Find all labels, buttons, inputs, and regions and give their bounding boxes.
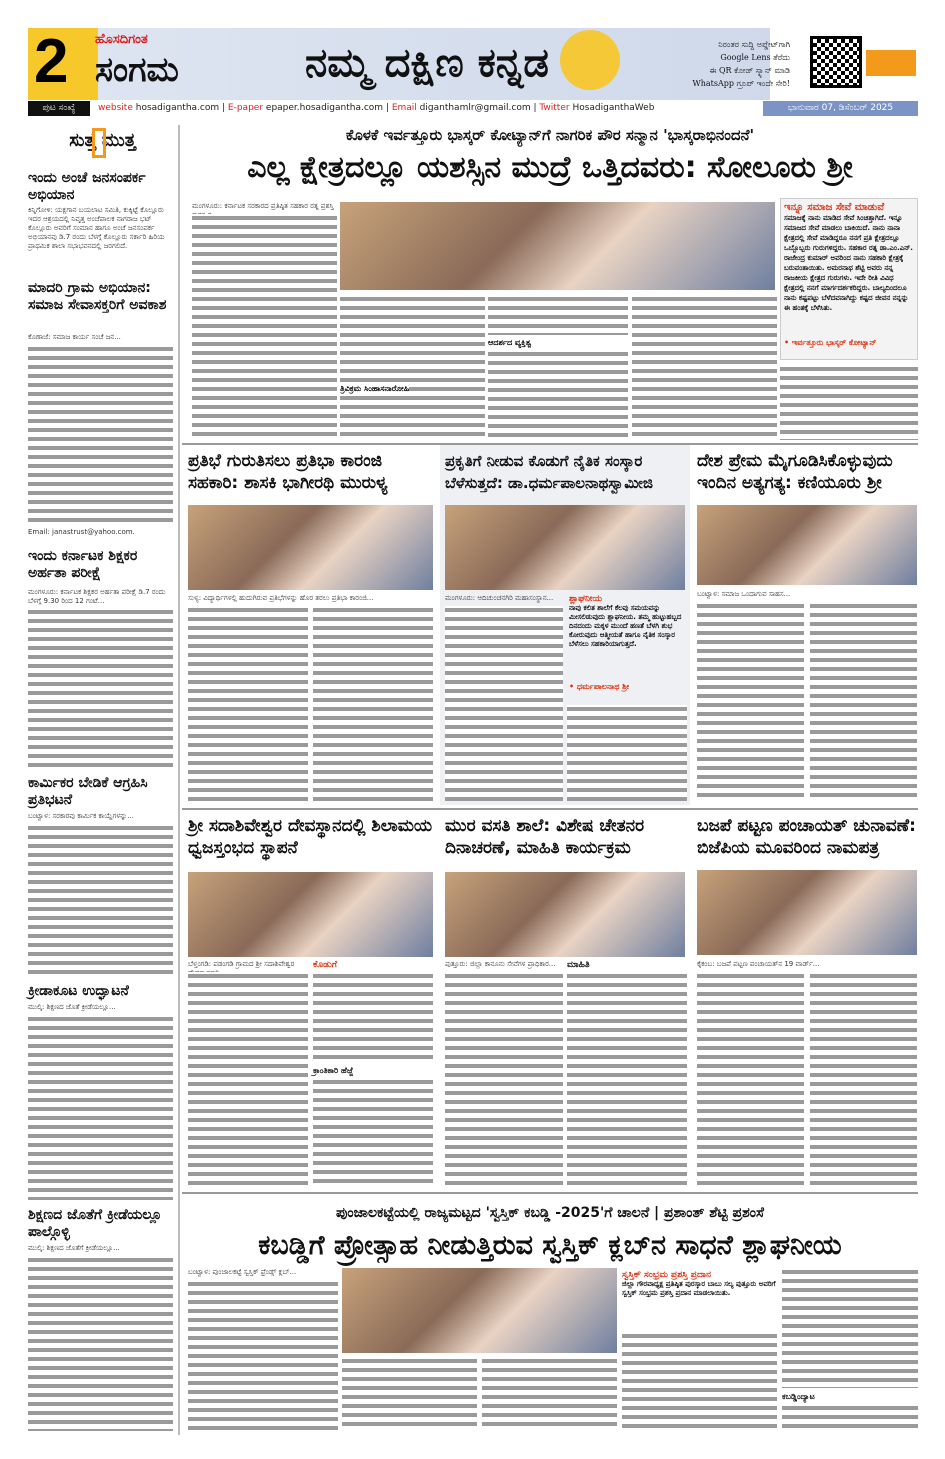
- qr-line: ನಿರಂತರ ಸುದ್ದಿ ಅಪ್ಡೇಟ್‌ಗಾಗಿ: [718, 40, 790, 49]
- story-lead: ಮಂಗಳೂರು: ಆದಿಚುಂಚನಗಿರಿ ಮಹಾಸಂಸ್ಥಾನ...: [445, 594, 554, 602]
- story-lead: ಪುತ್ತೂರು: ಜಿಲ್ಲಾ ಕಾನೂನು ಸೇವೆಗಳ ಪ್ರಾಧಿಕಾರ...: [445, 960, 556, 968]
- email-label: Email: [391, 103, 417, 113]
- left-headline: ಶಿಕ್ಷಣದ ಜೊತೆಗೆ ಕ್ರೀಡೆಯಲ್ಲೂ ಪಾಲ್ಗೊಳ್ಳಿ: [28, 1207, 162, 1240]
- story-lead: ಕೈಕಂಬ: ಬಜಪೆ ಪಟ್ಟಣ ಪಂಚಾಯತ್‌ನ 19 ವಾರ್ಡ್...: [697, 960, 820, 968]
- page-label: ಪುಟ ಸಂಖ್ಯೆ: [28, 101, 90, 116]
- left-body-text: [28, 1256, 173, 1431]
- story-photo: [445, 505, 685, 590]
- sidebar-credit: • ಇರ್ವತ್ತೂರು ಭಾಸ್ಕರ್ ಕೋಟ್ಯಾನ್: [784, 338, 877, 347]
- bottom-kicker: ಪುಂಜಾಲಕಟ್ಟೆಯಲ್ಲಿ ರಾಜ್ಯಮಟ್ಟದ 'ಸ್ವಸ್ತಿಕ್ ಕಬಡ್ಡಿ -2025'ಗೆ ಚಾಲನೆ | ಪ್ರಶಾಂತ್ ಶೆಟ್ಟಿ ಪ್ರಶಂಸೆ: [336, 1205, 764, 1221]
- door-icon: [92, 128, 106, 158]
- info-bar: [28, 101, 918, 116]
- brand-logo: ಹೊಸದಿಗಂತ: [95, 32, 148, 47]
- top-body-text: [340, 295, 485, 440]
- top-body-text: [780, 365, 918, 440]
- suttamutta-logo: ಸುತ್ತ ಮುತ್ತ: [69, 130, 136, 151]
- story-body-text: [342, 1357, 477, 1430]
- divider: [182, 1192, 918, 1194]
- top-body-text: [192, 214, 337, 439]
- story-lead: ಬಂಟ್ವಾಳ: ಪುಂಜಾಲಕಟ್ಟೆ ಸ್ವಸ್ತಿಕ್ ಫ್ರೆಂಡ್ಸ್ ಕ್ಲಬ್...: [188, 1268, 297, 1276]
- story-photo: [188, 872, 433, 957]
- story-body-text: [810, 972, 917, 1187]
- story-body-text: [567, 972, 687, 1187]
- top-body-text: [488, 295, 628, 335]
- quote-credit: • ಧರ್ಮಪಾಲನಾಥ ಶ್ರೀ: [569, 682, 630, 691]
- sidebar-title: ಇನ್ನೂ ಸಮಾಜ ಸೇವೆ ಮಾಡುವೆ: [784, 202, 885, 213]
- story-body-text: [313, 972, 433, 1062]
- left-headline: ಕಾರ್ಮಿಕರ ಬೇಡಿಕೆ ಆಗ್ರಹಿಸಿ ಪ್ರತಿಭಟನೆ: [28, 775, 148, 808]
- story-body-text: [445, 972, 563, 1187]
- twitter-label: Twitter: [539, 103, 570, 113]
- award-box: [622, 1270, 777, 1328]
- section-title: ಸಂಗಮ: [95, 50, 179, 90]
- quote-title: ಶ್ಲಾಘನೀಯ: [569, 594, 603, 604]
- contact-links: website hosadigantha.com | E-paper epaper.hosadigantha.com | Email diganthamlr@gmail.com | Twitter HosadiganthaWeb: [98, 103, 655, 113]
- top-subhead: ಆದರ್ಶದ ವ್ಯಕ್ತಿತ್ವ: [488, 338, 532, 347]
- left-body-text: [28, 608, 173, 768]
- story-headline: ಬಜಪೆ ಪಟ್ಟಣ ಪಂಚಾಯತ್ ಚುನಾವಣೆ: ಬಿಜೆಪಿಯ ಮೂವರಿಂದ ನಾಮಪತ್ರ: [697, 816, 916, 858]
- story-lead: ಸುಳ್ಯ: ವಿದ್ಯಾರ್ಥಿಗಳಲ್ಲಿ ಹುದುಗಿರುವ ಪ್ರತಿಭೆಗಳನ್ನು ಹೊರ ತರಲು ಪ್ರತಿಭಾ ಕಾರಂಜಿ...: [188, 594, 374, 602]
- left-body-text: [28, 824, 173, 974]
- top-body-text: [632, 295, 777, 440]
- page-number: 2: [34, 27, 69, 96]
- story-body-text: [782, 1404, 918, 1430]
- award-title: ಸ್ವಸ್ತಿಕ್ ಸಂಭ್ರಮ ಪ್ರಶಸ್ತಿ ಪ್ರದಾನ: [622, 1270, 711, 1280]
- issue-date: ಭಾನುವಾರ 07, ಡಿಸೆಂಬರ್ 2025: [763, 101, 918, 116]
- top-story-photo: [340, 202, 775, 290]
- orange-block: [866, 50, 916, 76]
- qr-line: WhatsApp ಗ್ರೂಪ್ ಇಂದೇ ಸೇರಿ!: [692, 79, 790, 88]
- top-headline: ಎಲ್ಲ ಕ್ಷೇತ್ರದಲ್ಲೂ ಯಶಸ್ಸಿನ ಮುದ್ರೆ ಒತ್ತಿದವರು: ಸೋಲೂರು ಶ್ರೀ: [247, 150, 853, 185]
- top-sidebar: [780, 198, 918, 360]
- qr-line: Google Lens ತೆರೆದು: [720, 53, 790, 62]
- bottom-headline: ಕಬಡ್ಡಿಗೆ ಪ್ರೋತ್ಸಾಹ ನೀಡುತ್ತಿರುವ ಸ್ವಸ್ತಿಕ್ ಕ್ಲಬ್‌ನ ಸಾಧನೆ ಶ್ಲಾಘನೀಯ: [258, 1230, 842, 1261]
- left-body: ಮುಲ್ಕಿ: ಶಿಕ್ಷಣದ ಜೊತೆ ಕ್ರೀಡೆಯಲ್ಲೂ...: [28, 1003, 116, 1011]
- story-body-text: [782, 1268, 918, 1388]
- story-photo: [697, 505, 917, 585]
- story-photo: [445, 872, 685, 957]
- left-headline: ಇಂದು ಕರ್ನಾಟಕ ಶಿಕ್ಷಕರ ಅರ್ಹತಾ ಪರೀಕ್ಷೆ: [28, 548, 138, 581]
- website-link[interactable]: hosadigantha.com: [135, 103, 220, 113]
- email-line: Email: janastrust@yahoo.com.: [28, 528, 135, 536]
- left-headline: ಮಾದರಿ ಗ್ರಾಮ ಅಭಿಯಾನ: ಸಮಾಜ ಸೇವಾಸಕ್ತರಿಗೆ ಅವಕಾಶ: [28, 280, 167, 313]
- story-lead: ಬಂಟ್ವಾಳ: ಸಮಾಜ ಒಂದಾಗುವ ಸಾಹಸ...: [697, 590, 791, 598]
- left-body-text: [28, 1015, 173, 1200]
- story-body-text: [697, 602, 804, 802]
- left-headline: ಇಂದು ಅಂಚೆ ಜನಸಂಪರ್ಕ ಅಭಿಯಾನ: [28, 170, 146, 203]
- story-body-text: [567, 705, 687, 801]
- story-headline: ಶ್ರೀ ಸದಾಶಿವೇಶ್ವರ ದೇವಸ್ಥಾನದಲ್ಲಿ ಶಿಲಾಮಯ ಧ್ವಜಸ್ತಂಭದ ಸ್ಥಾಪನೆ: [188, 816, 433, 858]
- top-kicker: ಕೊಳಕೆ ಇರ್ವತ್ತೂರು ಭಾಸ್ಕರ್ ಕೋಟ್ಯಾನ್‌ಗೆ ನಾಗರಿಕ ಪೌರ ಸನ್ಮಾನ 'ಭಾಸ್ಕರಾಭಿನಂದನೆ': [345, 126, 755, 144]
- epaper-link[interactable]: epaper.hosadigantha.com: [265, 103, 384, 113]
- qr-instructions: [630, 38, 790, 90]
- story-body-text: [482, 1357, 617, 1430]
- column-divider: [178, 125, 180, 1435]
- page-title: ನಮ್ಮ ದಕ್ಷಿಣ ಕನ್ನಡ: [305, 40, 549, 86]
- story-subhead: ಮಾಹಿತಿ: [567, 960, 590, 970]
- twitter-link[interactable]: HosadiganthaWeb: [572, 103, 655, 113]
- story-body-text: [313, 1078, 433, 1188]
- epaper-label: E-paper: [227, 103, 264, 113]
- story-body-text: [445, 606, 563, 801]
- quote-text: ನಾವು ಕಲಿತ ಶಾಲೆಗೆ ಕೆಲವು ಸಮಯವನ್ನು ಮೀಸಲಿಡುವುದು ಶ್ಲಾಘನೀಯ. ತಮ್ಮ ಹುಟ್ಟುಹಬ್ಬದ ದಿನದಂದು ಮಕ್ಕಳ ಮುಂದೆ ಹಣತೆ ಬೆಳಗಿ ಶುಭ ಕೋರುವುದು ಆತ್ಮೀಯತೆ ಹಾಗೂ ನೈತಿಕ ಸಂಸ್ಕಾರ ಬೆಳೆಸಲು ಸಹಕಾರಿಯಾಗುತ್ತದೆ.: [569, 604, 682, 648]
- email-link[interactable]: diganthamlr@gmail.com: [419, 103, 531, 113]
- story-body-text: [188, 972, 308, 1187]
- story-lead: ಬೆಳ್ತಂಗಡಿ: ಪಡಂಗಡಿ ಗ್ರಾಮದ ಶ್ರೀ ಸದಾಶಿವೇಶ್ವರ: [188, 960, 295, 968]
- story-body-text: [622, 1332, 777, 1430]
- story-photo: [697, 870, 917, 955]
- qr-code[interactable]: [810, 36, 862, 88]
- story-body-text: [313, 606, 433, 801]
- sun-graphic: [560, 30, 620, 90]
- story-headline: ಮುರ ವಸತಿ ಶಾಲೆ: ವಿಶೇಷ ಚೇತನರ ದಿನಾಚರಣೆ, ಮಾಹಿತಿ ಕಾರ್ಯಕ್ರಮ: [445, 816, 645, 858]
- left-body: ಮುಲ್ಕಿ: ಶಿಕ್ಷಣದ ಜೊತೆಗೆ ಕ್ರೀಡೆಯಲ್ಲೂ...: [28, 1244, 120, 1252]
- story-body-text: [188, 606, 308, 801]
- left-body: ಬಂಟ್ವಾಳ: ಸರಕಾರವು ಕಾರ್ಮಿಕ ಕಾಯ್ದೆಗಳನ್ನು...: [28, 812, 134, 820]
- left-headline: ಕ್ರೀಡಾಕೂಟ ಉದ್ಘಾಟನೆ: [28, 983, 129, 999]
- story-body-text: [697, 972, 804, 1187]
- qr-line: ಈ QR ಕೋಡ್ ಸ್ಕ್ಯಾನ್ ಮಾಡಿ: [709, 66, 790, 75]
- award-text: ಜಿಲ್ಲಾ ಗೌರವಾಧ್ಯಕ್ಷ ಪ್ರತಿಷ್ಠಿತ ಪುರಸ್ಕಾರ ಬಾಬು ಸಲ್ಯ ಪುತ್ತೂರು ಅವರಿಗೆ ಸ್ವಸ್ತಿಕ್ ಸಂಭ್ರಮ ಪ್ರಶಸ್ತಿ ಪ್ರದಾನ ಮಾಡಲಾಯಿತು.: [622, 1280, 776, 1297]
- top-lead: ಮಂಗಳೂರು: ಕರ್ನಾಟಕ ಸರಕಾರದ ಪ್ರತಿಷ್ಠಿತ ಸಹಕಾರ ರತ್ನ ಪ್ರಶಸ್ತಿ: [192, 202, 334, 210]
- story-body-text: [188, 1280, 338, 1430]
- story-subhead: ಕ್ರಾಂತಿಕಾರಿ ಹೆಜ್ಜೆ: [313, 1066, 354, 1075]
- left-body: ಕೊಣಾಜೆ: ಸಮಾಜ ಕಾರ್ಯ ಸಂಚೆ ಜನ...: [28, 333, 121, 341]
- story-subhead: ಕೊಡುಗೆ: [313, 960, 337, 970]
- divider: [182, 808, 918, 810]
- top-body-text: [488, 350, 628, 440]
- left-body: ಮಂಗಳೂರು: ಕರ್ನಾಟಕ ಶಿಕ್ಷಕರ ಅರ್ಹತಾ ಪರೀಕ್ಷೆ ಡಿ.7 ರಂದು ಬೆಳಗ್ಗೆ 9.30 ರಿಂದ 12 ಗಂಟೆ...: [28, 588, 166, 605]
- story-body-text: [810, 602, 917, 802]
- story-subhead: ಕಬಡ್ಡಿಂದ್ಯಾಟ: [782, 1392, 815, 1401]
- story-photo: [188, 505, 433, 590]
- sidebar-text: ಸಮಾಜಕ್ಕೆ ನಾನು ಮಾಡಿದ ಸೇವೆ ಸಿಂಚಿತ್ತಾಗಿದೆ. ಇನ್ನೂ ಸಮಾಜದ ಸೇವೆ ಮಾಡಲು ಬಾಕಿಯಿದೆ. ನಾನು ನಾನಾ ಕ್ಷೇತ್ರದಲ್ಲಿ ಸೇವೆ ಮಾಡಿದ್ದರೂ ನನಗೆ ಪ್ರತಿ ಕ್ಷೇತ್ರದಲ್ಲೂ ಒಬ್ಬೊಬ್ಬರು ಗುರುಗಳಿದ್ದರು. ಸಹಕಾರ ರತ್ನ ಡಾ.ಎಂ.ಎನ್. ರಾಜೇಂದ್ರ ಕುಮಾರ್ ಅವರಿಂದ ನಾನು ಸಹಕಾರಿ ಕ್ಷೇತ್ರಕ್ಕೆ ಬರುವಂತಾಯಿತು. ಅಮರನಾಥ ಶೆಟ್ಟಿ ಅವರು ನನ್ನ ರಾಜಕೀಯ ಕ್ಷೇತ್ರದ ಗುರುಗಳು. ಇದೇ ರೀತಿ ವಿವಿಧ ಕ್ಷೇತ್ರದಲ್ಲಿ ನನಗೆ ಮಾರ್ಗದರ್ಶಕರಿದ್ದರು. ಬಾಲ್ಯದಿಂದಲೂ ನಾನು ಕಷ್ಟಪಟ್ಟು ಬೆಳೆದವನಾಗಿದ್ದು ಕಷ್ಟದ ಜೀವನ ನನ್ನನ್ನು ಈ ಹಂತಕ್ಕೆ ಬೆಳೆಸಿತು.: [784, 214, 913, 312]
- story-headline: ದೇಶ ಪ್ರೇಮ ಮೈಗೂಡಿಸಿಕೊಳ್ಳುವುದು ಇಂದಿನ ಅತ್ಯಗತ್ಯ: ಕಣಿಯೂರು ಶ್ರೀ: [697, 451, 893, 493]
- left-body: ಕಿನ್ನಿಗೋಳಿ: ಯಕ್ಷಗಾನ ಬಯಲಾಟ ಸಮಿತಿ, ಕುಕ್ಕಿಟ್ಟೆ ಕೊಲ್ಲೂರು ಇದರ ಆಶ್ರಯದಲ್ಲಿ ನಿವೃತ್ತ ಅಂಚೆಪಾಲಕ ನಾಗರಾಜ ಭಟ್ ಕೊಲ್ಲೂರು ಅವರಿಗೆ ಸಂಮಾನ ಹಾಗೂ ಅಂಚೆ ಜನಸಂಪರ್ಕ ಅಭಿಯಾನವು ಡಿ.7 ರಂದು ಬೆಳಗ್ಗೆ ಕೊಲ್ಲೂರು ಸರ್ಕಾರಿ ಹಿರಿಯ ಪ್ರಾಥಮಿಕ ಶಾಲಾ ಸಭಾಭವನದಲ್ಲಿ ಜರಗಲಿದೆ.: [28, 206, 165, 250]
- left-body-text: [28, 345, 173, 525]
- story-headline: ಪ್ರತಿಭೆ ಗುರುತಿಸಲು ಪ್ರತಿಭಾ ಕಾರಂಜಿ ಸಹಕಾರಿ: ಶಾಸಕಿ ಭಾಗೀರಥಿ ಮುರುಳ್ಯ: [188, 451, 388, 493]
- website-label: website: [98, 103, 133, 113]
- bottom-story-photo: [342, 1268, 617, 1353]
- story-headline: ಪ್ರಕೃತಿಗೆ ನೀಡುವ ಕೊಡುಗೆ ನೈತಿಕ ಸಂಸ್ಕಾರ ಬೆಳೆಸುತ್ತದೆ: ಡಾ.ಧರ್ಮಪಾಲನಾಥಸ್ವಾಮೀಜಿ: [445, 452, 653, 492]
- top-subhead: ತ್ರಿವಿಕ್ರಮ ಸಿಂಹಾಸನಾರೋಹಿ: [340, 384, 410, 393]
- quote-box: [567, 592, 687, 702]
